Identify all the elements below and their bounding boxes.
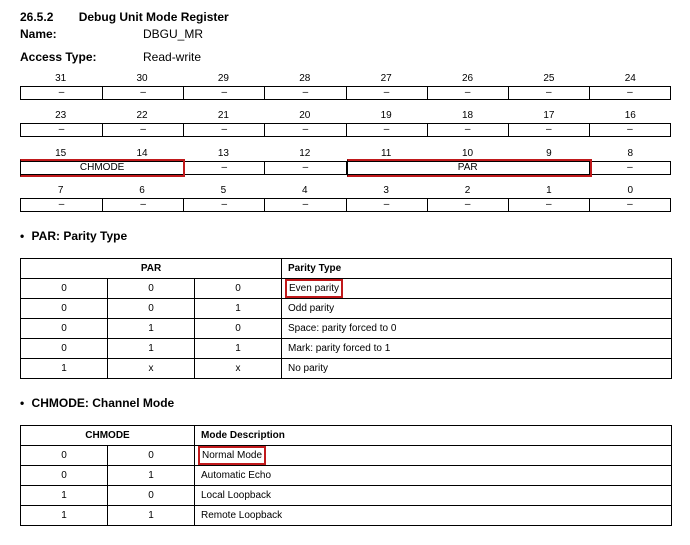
bit-number: 27	[380, 73, 392, 84]
bit-field: –	[508, 124, 589, 136]
bullet: •	[20, 396, 25, 410]
access-value: Read-write	[143, 50, 202, 64]
par-title-text: PAR: Parity Type	[31, 229, 128, 243]
bit-field: –	[264, 124, 345, 136]
bit-number: 26	[462, 73, 474, 84]
table-row	[21, 506, 672, 526]
register-row-23-16	[20, 109, 671, 137]
table-cell: 1	[21, 486, 108, 506]
bit-number: 17	[543, 110, 555, 121]
table-cell: 0	[21, 466, 108, 486]
bit-field: –	[183, 87, 264, 99]
field-chmode: CHMODE	[79, 162, 125, 173]
table-cell: 1	[195, 339, 282, 359]
bit-field: –	[346, 199, 427, 211]
bit-field: –	[102, 124, 183, 136]
table-cell: 1	[195, 299, 282, 319]
bit-number: 3	[383, 185, 389, 196]
bit-number: 25	[543, 73, 555, 84]
bit-number: 20	[299, 110, 311, 121]
bit-number: 0	[627, 185, 634, 196]
bit-number: 11	[380, 148, 392, 159]
bit-field: –	[183, 124, 264, 136]
table-cell: Local Loopback	[195, 486, 672, 506]
table-row	[21, 446, 672, 466]
bit-field: –	[346, 124, 427, 136]
table-cell: 0	[108, 279, 195, 299]
table-row	[21, 486, 672, 506]
section-title: Debug Unit Mode Register	[78, 10, 229, 24]
bit-number: 18	[462, 110, 474, 121]
table-cell	[195, 446, 672, 466]
chmode-header: CHMODE	[21, 426, 195, 446]
register-row-31-24	[20, 72, 671, 100]
bit-number: 16	[624, 110, 636, 121]
table-cell: 0	[108, 486, 195, 506]
bit-number: 23	[55, 110, 67, 121]
table-cell: Space: parity forced to 0	[282, 319, 672, 339]
register-row-15-8	[20, 147, 671, 175]
name-value: DBGU_MR	[143, 27, 204, 41]
par-header: PAR	[21, 259, 282, 279]
name-label: Name:	[20, 27, 57, 41]
par-table	[20, 258, 672, 379]
table-cell: 1	[108, 319, 195, 339]
table-cell: 0	[108, 299, 195, 319]
bit-field: –	[264, 87, 345, 99]
bit-numbers	[20, 72, 671, 86]
bit-fields	[20, 161, 671, 175]
table-cell: Odd parity	[282, 299, 672, 319]
bit-field: –	[58, 87, 65, 98]
highlighted-value: Even parity	[289, 283, 340, 294]
table-cell: Automatic Echo	[195, 466, 672, 486]
bit-number: 1	[546, 185, 552, 196]
bit-field: –	[508, 87, 589, 99]
bit-number: 2	[464, 185, 471, 196]
table-cell: 1	[108, 339, 195, 359]
bit-field: –	[427, 124, 508, 136]
register-row-7-0	[20, 184, 671, 212]
bit-number: 24	[624, 73, 636, 84]
bit-fields	[20, 123, 671, 137]
bit-number: 30	[136, 73, 148, 84]
table-cell: 0	[21, 299, 108, 319]
table-cell: 0	[108, 446, 195, 466]
parity-type-header: Parity Type	[282, 259, 672, 279]
bit-field: –	[346, 87, 427, 99]
bit-number: 22	[136, 110, 148, 121]
table-cell: 0	[21, 279, 108, 299]
bit-number: 4	[302, 185, 308, 196]
table-cell: 0	[195, 319, 282, 339]
table-cell: 1	[21, 506, 108, 526]
par-section-title	[20, 229, 127, 243]
table-cell: 0	[21, 446, 108, 466]
bit-fields	[20, 198, 671, 212]
bit-number: 6	[139, 185, 145, 196]
bit-field: –	[508, 199, 589, 211]
table-cell: 0	[195, 279, 282, 299]
table-cell: Remote Loopback	[195, 506, 672, 526]
bit-number: 19	[380, 110, 392, 121]
table-cell: x	[195, 359, 282, 379]
access-label: Access Type:	[20, 50, 97, 64]
table-cell: 1	[21, 359, 108, 379]
bit-field: –	[264, 162, 345, 174]
bit-field: –	[589, 162, 670, 174]
field-par: PAR	[346, 162, 589, 174]
bit-field: –	[264, 199, 345, 211]
table-cell: x	[108, 359, 195, 379]
bit-number: 10	[462, 148, 474, 159]
bit-number: 9	[546, 148, 552, 159]
section-number: 26.5.2	[20, 10, 54, 24]
bit-number: 29	[217, 73, 229, 84]
bit-field: –	[589, 199, 670, 211]
bit-numbers	[20, 147, 671, 161]
bit-number: 14	[136, 148, 148, 159]
bit-field: –	[58, 124, 65, 135]
bit-field: –	[589, 87, 670, 99]
table-row	[21, 339, 672, 359]
bit-field: –	[183, 162, 264, 174]
bit-numbers	[20, 109, 671, 123]
section-heading	[20, 10, 229, 24]
bit-number: 21	[217, 110, 229, 121]
bit-field: –	[589, 124, 670, 136]
bit-number: 13	[217, 148, 229, 159]
bit-number: 5	[220, 185, 227, 196]
table-row	[21, 319, 672, 339]
table-row	[21, 359, 672, 379]
table-header-row	[21, 426, 672, 446]
bit-field: –	[427, 87, 508, 99]
bit-number: 31	[55, 73, 67, 84]
bit-field: –	[427, 199, 508, 211]
table-cell: 1	[108, 506, 195, 526]
bit-number: 7	[57, 185, 64, 196]
bit-field: –	[58, 199, 65, 210]
bit-field: –	[183, 199, 264, 211]
table-cell: 0	[21, 339, 108, 359]
bit-numbers	[20, 184, 671, 198]
bit-number: 28	[299, 73, 311, 84]
bit-number: 12	[299, 148, 311, 159]
table-cell: 1	[108, 466, 195, 486]
table-row	[21, 466, 672, 486]
bit-fields	[20, 86, 671, 100]
bullet: •	[20, 229, 25, 243]
mode-description-header: Mode Description	[195, 426, 672, 446]
table-cell: Mark: parity forced to 1	[282, 339, 672, 359]
table-row	[21, 299, 672, 319]
bit-number: 15	[55, 148, 67, 159]
bit-field: –	[102, 199, 183, 211]
bit-field: –	[102, 87, 183, 99]
chmode-title-text: CHMODE: Channel Mode	[31, 396, 175, 410]
highlighted-value: Normal Mode	[202, 450, 263, 461]
bit-number: 8	[627, 148, 634, 159]
table-cell	[282, 279, 672, 299]
table-cell: 0	[21, 319, 108, 339]
table-cell: No parity	[282, 359, 672, 379]
chmode-section-title	[20, 396, 174, 410]
table-row	[21, 279, 672, 299]
table-header-row	[21, 259, 672, 279]
chmode-table	[20, 425, 672, 526]
